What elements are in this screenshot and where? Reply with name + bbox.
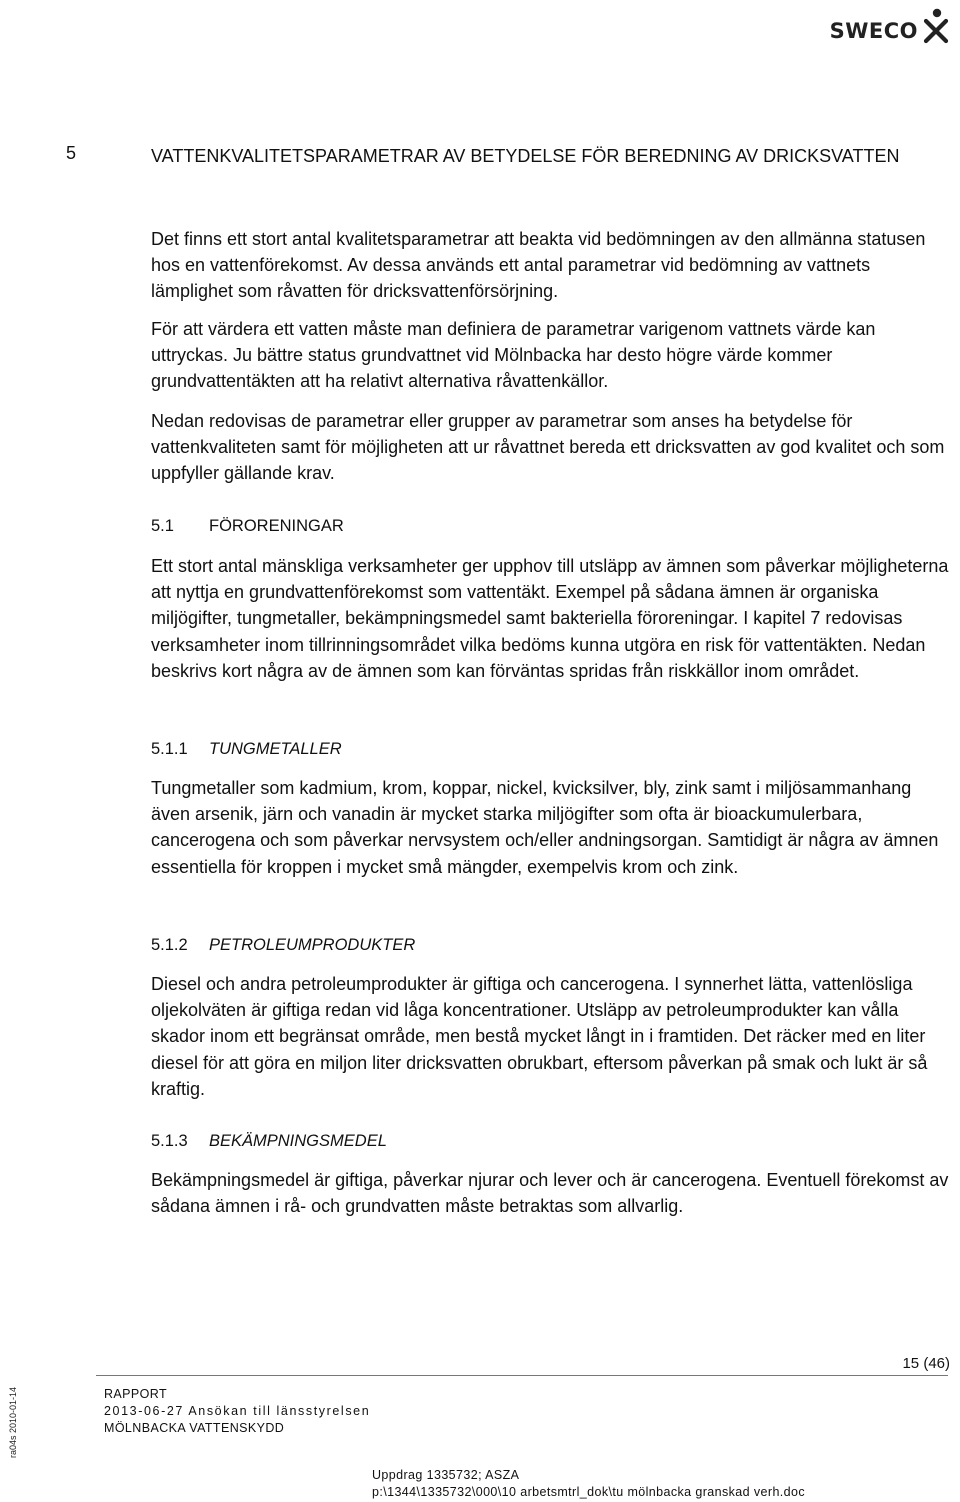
heading-title: FÖRORENINGAR (209, 517, 344, 535)
subsection-heading-5-1-2 (151, 935, 415, 955)
footer-assignment: Uppdrag 1335732; ASZA (372, 1468, 520, 1482)
subsection-text-5-1-2: Diesel och andra petroleumprodukter är giftiga och cancerogena. I synnerhet lätta, vattenlösliga oljekolväten är giftiga redan vid låga koncentrationer. Utsläpp av petroleumprodukter kan vålla skador inom ett begränsat område, men bestå mycket långt in i framtiden. Det räcker med en liter diesel för att göra en miljon liter dricksvatten obrukbart, eftersom påverkan på smak och lukt är så kraftig. (151, 974, 928, 1099)
footer-divider (96, 1375, 948, 1376)
footer-file-path: p:\1344\1335732\000\10 arbetsmtrl_dok\tu mölnbacka granskad verh.doc (372, 1485, 806, 1499)
heading-number: 5.1.2 (151, 936, 188, 954)
subsection-text-5-1: Ett stort antal mänskliga verksamheter ger upphov till utsläpp av ämnen som påverkar möjligheterna att nyttja en grundvattenförekomst som vattentäkt. Exempel på sådana ämnen är organiska miljögifter, tungmetaller, bekämpningsmedel samt bakteriella föroreningar. I kapitel 7 redovisas verksamheter inom tillrinningsområdet vilka bedöms kunna utgöra en risk för vattentäkten. Nedan beskrivs kort några av de ämnen som kan förväntas spridas från riskkällor inom området. (151, 556, 949, 681)
sweco-figure-icon (920, 8, 950, 44)
sweco-logo (830, 8, 950, 44)
intro-paragraph-1: Det finns ett stort antal kvalitetsparametrar att beakta vid bedömningen av den allmänna statusen hos en vattenförekomst. Av dessa används ett antal parametrar vid bedömning av vattnets lämplighet som råvatten för dricksvattenförsörjning. (151, 229, 926, 302)
logo-text: SWECO (829, 19, 918, 43)
subsection-heading-5-1-3 (151, 1131, 387, 1151)
page-number: 15 (46) (902, 1355, 950, 1372)
footer-report-date: 2013-06-27 Ansökan till länsstyrelsen (104, 1404, 371, 1418)
heading-number: 5.1.3 (151, 1132, 188, 1150)
heading-title: BEKÄMPNINGSMEDEL (209, 1132, 387, 1150)
section-number: 5 (66, 143, 77, 163)
section-title: VATTENKVALITETSPARAMETRAR AV BETYDELSE FÖR BEREDNING AV DRICKSVATTEN (151, 146, 900, 166)
footer-project-name: MÖLNBACKA VATTENSKYDD (104, 1421, 285, 1435)
heading-title: PETROLEUMPRODUKTER (209, 936, 416, 954)
subsection-text-5-1-1: Tungmetaller som kadmium, krom, koppar, nickel, kvicksilver, bly, zink samt i miljösammanhang även arsenik, järn och vanadin är mycket starka miljögifter som ofta är bioackumulerbara, cancerogena och som påverkar nervsystem och/eller andningsorgan. Samtidigt är några av ämnen essentiella för kroppen i mycket små mängder, exempelvis krom och zink. (151, 778, 939, 877)
intro-paragraph-2: För att värdera ett vatten måste man definiera de parametrar varigenom vattnets värde kan uttryckas. Ju bättre status grundvattnet vid Mölnbacka har desto högre värde kommer grundvattentäkten att ha relativt alternativa råvattenkällor. (151, 319, 876, 392)
side-code: ra04s 2010-01-14 (8, 1386, 18, 1458)
heading-number: 5.1 (151, 517, 174, 535)
subsection-text-5-1-3: Bekämpningsmedel är giftiga, påverkar njurar och lever och är cancerogena. Eventuell förekomst av sådana ämnen i rå- och grundvatten måste betraktas som allvarlig. (151, 1170, 949, 1217)
intro-paragraph-3: Nedan redovisas de parametrar eller grupper av parametrar som anses ha betydelse för vattenkvaliteten samt för möjligheten att ur råvattnet bereda ett dricksvatten av god kvalitet och som uppfyller gällande krav. (151, 411, 945, 484)
footer-report-label: RAPPORT (104, 1387, 167, 1401)
subsection-heading-5-1 (151, 516, 344, 536)
heading-title: TUNGMETALLER (209, 740, 342, 758)
subsection-heading-5-1-1 (151, 739, 342, 759)
heading-number: 5.1.1 (151, 740, 188, 758)
